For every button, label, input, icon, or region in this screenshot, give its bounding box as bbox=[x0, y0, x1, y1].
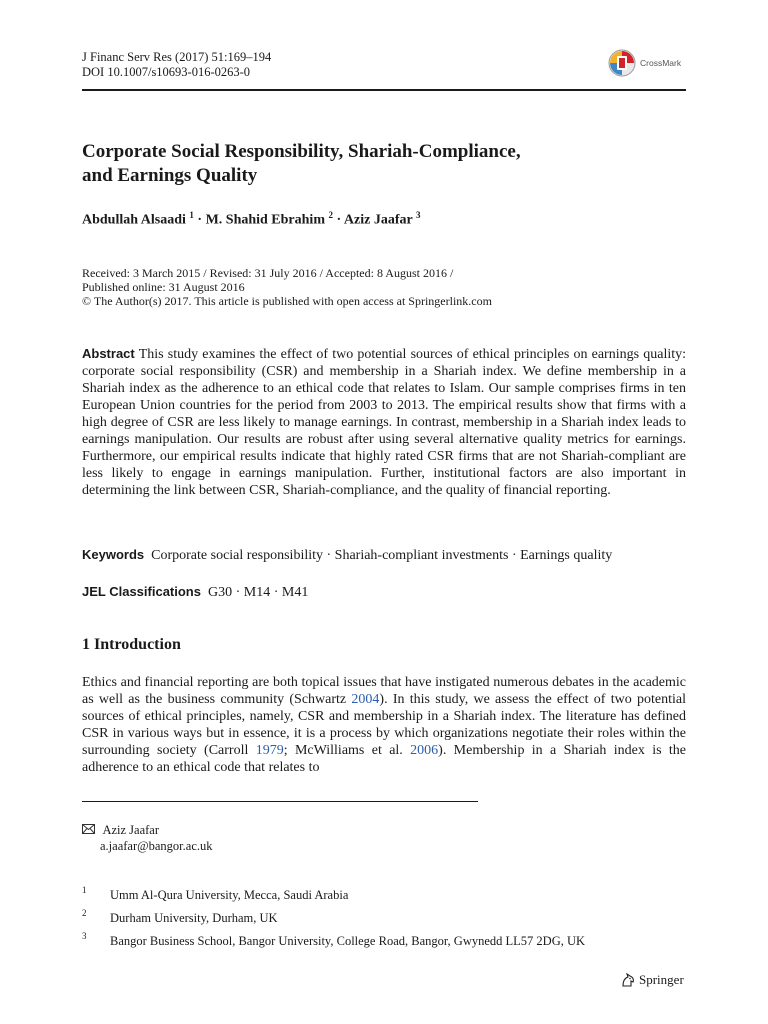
author-list: Abdullah Alsaadi $^1$ · M. Shahid Ebrahim $^2$ · Aziz Jaafar $^3$ bbox=[82, 210, 421, 228]
affiliation-text: Durham University, Durham, UK bbox=[110, 911, 278, 925]
journal-citation: J Financ Serv Res (2017) 51:169–194 bbox=[82, 50, 272, 64]
crossmark-badge[interactable] bbox=[608, 49, 681, 77]
author-name[interactable]: M. Shahid Ebrahim bbox=[205, 212, 325, 228]
contact-name: Aziz Jaafar bbox=[102, 823, 159, 837]
affiliation bbox=[82, 885, 349, 903]
author-name[interactable]: Aziz Jaafar bbox=[343, 212, 413, 228]
title-line-1: Corporate Social Responsibility, Shariah-Compliance, bbox=[82, 141, 521, 162]
citation-link[interactable]: 1979 bbox=[255, 743, 284, 758]
section-heading: 1 Introduction bbox=[82, 636, 181, 653]
affiliation-number: 3 bbox=[82, 931, 87, 941]
abstract bbox=[82, 345, 686, 499]
dates-line-2: Published online: 31 August 2016 bbox=[82, 280, 245, 295]
introduction-paragraph bbox=[82, 674, 686, 776]
intro-text: ). In this study, we assess the effect of two potential sources of ethical principles, namely, CSR and membership in a Shariah index. The literature has defined CSR in various ways but in essence, it is a process by which organizations negotiate their roles within the surrounding society (Carroll bbox=[82, 692, 686, 758]
affiliation bbox=[82, 931, 586, 949]
publisher-name: Springer bbox=[639, 972, 684, 987]
intro-text: ; McWilliams et al. bbox=[283, 743, 411, 758]
publication-dates bbox=[82, 266, 686, 309]
doi: DOI 10.1007/s10693-016-0263-0 bbox=[82, 65, 251, 79]
intro-text: Ethics and financial reporting are both topical issues that have instigated numerous debates in the academic as well as the business community (Schwartz bbox=[82, 675, 686, 707]
journal-header bbox=[82, 50, 271, 80]
jel-label: JEL Classifications bbox=[82, 584, 201, 599]
dates-line-1: Received: 3 March 2015 / Revised: 31 July 2016 / Accepted: 8 August 2016 / bbox=[82, 266, 454, 280]
affiliation-text: Umm Al-Qura University, Mecca, Saudi Arabia bbox=[110, 888, 349, 902]
keywords bbox=[82, 546, 686, 564]
citation-link[interactable]: 2004 bbox=[351, 692, 380, 707]
copyright-line: © The Author(s) 2017. This article is published with open access at Springerlink.com bbox=[82, 294, 492, 309]
footnote-rule bbox=[82, 801, 478, 802]
jel-text: G30 · M14 · M41 bbox=[207, 585, 309, 600]
affiliation-number: 1 bbox=[82, 885, 87, 895]
affiliation bbox=[82, 908, 278, 926]
corresponding-author bbox=[82, 822, 213, 854]
affiliation-text: Bangor Business School, Bangor University, College Road, Bangor, Gwynedd LL57 2DG, UK bbox=[110, 934, 586, 948]
header-rule bbox=[82, 89, 686, 91]
envelope-icon bbox=[82, 822, 100, 838]
crossmark-label: CrossMark bbox=[640, 58, 682, 68]
author-affiliation-mark: 3 bbox=[415, 210, 421, 220]
contact-email[interactable]: a.jaafar@bangor.ac.uk bbox=[100, 839, 213, 853]
abstract-text: This study examines the effect of two potential sources of ethical principles on earnings quality: corporate social responsibility (CSR) and membership in a Shariah index. We define membership in a Shariah index as the adherence to an ethical code that relates to Islam. Our sample comprises firms in ten European Union countries for the period from 2003 to 2013. The empirical results show that firms with a high degree of CSR are less likely to manage earnings. In contrast, membership in a Shariah index leads to earnings manipulation. Our results are robust after using several alternative quality metrics for earnings. Furthermore, our empirical results indicate that highly rated CSR firms that are not Shariah-compliant are less likely to engage in earnings manipulation. Further, institutional factors are also important in determining the link between CSR, Shariah-compliance, and the quality of financial reporting. bbox=[82, 347, 686, 498]
abstract-label: Abstract bbox=[82, 346, 135, 361]
keywords-text: Corporate social responsibility · Shariah-compliant investments · Earnings quality bbox=[151, 548, 613, 563]
author-name[interactable]: Abdullah Alsaadi bbox=[82, 212, 186, 228]
springer-horse-icon bbox=[620, 973, 636, 988]
intro-text: ). Membership in a Shariah index is the adherence to an ethical code that relates to bbox=[82, 743, 686, 775]
keywords-label: Keywords bbox=[82, 547, 145, 562]
article-title bbox=[82, 140, 686, 188]
crossmark-icon bbox=[608, 49, 636, 77]
citation-link[interactable]: 2006 bbox=[410, 743, 439, 758]
author-affiliation-mark: 2 bbox=[328, 210, 333, 220]
affiliation-number: 2 bbox=[82, 908, 87, 918]
author-affiliation-mark: 1 bbox=[189, 210, 194, 220]
publisher-logo bbox=[620, 972, 684, 988]
title-line-2: and Earnings Quality bbox=[82, 165, 258, 186]
jel-classifications bbox=[82, 583, 686, 601]
